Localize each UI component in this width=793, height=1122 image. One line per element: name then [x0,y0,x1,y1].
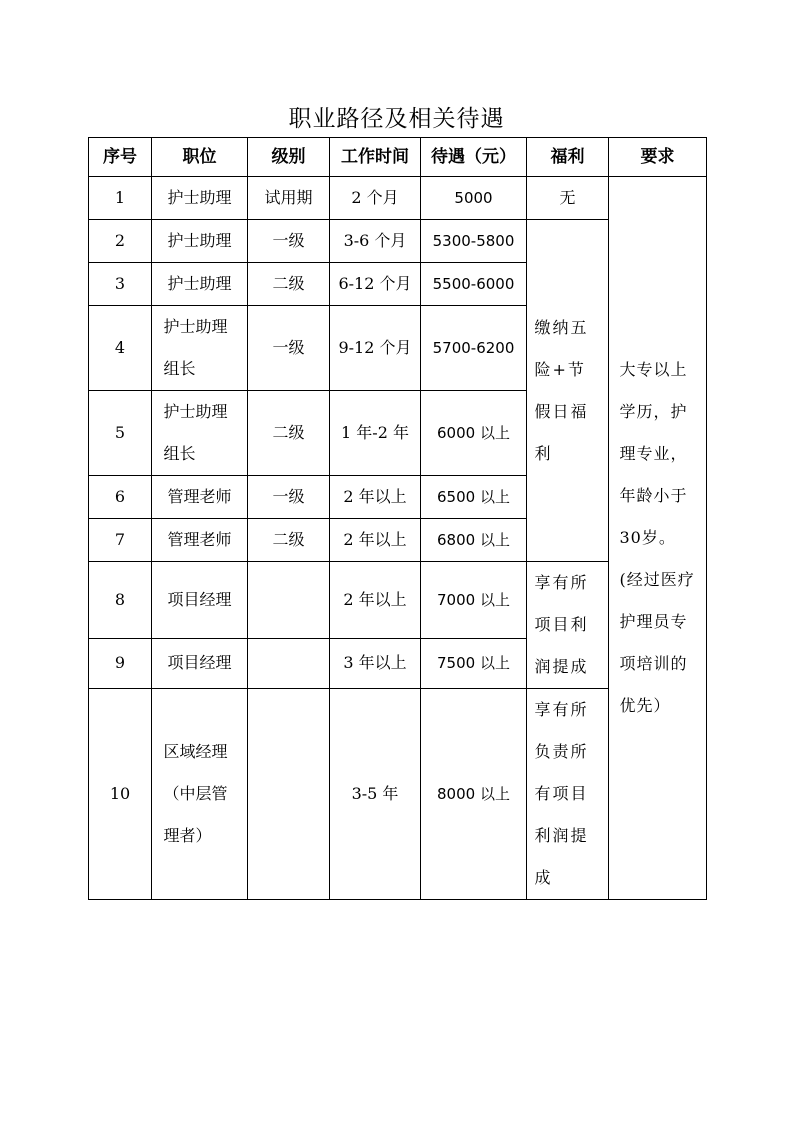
cell-salary: 5700-6200 [421,306,527,391]
header-requirements: 要求 [609,138,707,177]
cell-level: 二级 [248,391,330,476]
cell-salary: 5500-6000 [421,263,527,306]
cell-position [152,689,248,900]
cell-salary: 7000 以上 [421,562,527,639]
cell-salary: 6500 以上 [421,476,527,519]
cell-level [248,689,330,900]
cell-seq: 10 [89,689,152,900]
cell-salary: 6000 以上 [421,391,527,476]
cell-benefits [527,220,609,562]
cell-work-time: 3 年以上 [330,638,421,688]
table-row [89,177,707,220]
cell-level: 一级 [248,306,330,391]
cell-salary: 7500 以上 [421,638,527,688]
cell-seq: 1 [89,177,152,220]
cell-work-time: 3-5 年 [330,689,421,900]
cell-work-time: 9-12 个月 [330,306,421,391]
cell-seq: 7 [89,519,152,562]
cell-level: 二级 [248,519,330,562]
position-text: 区域经理（中层管理者） [163,742,228,845]
cell-level: 二级 [248,263,330,306]
cell-position: 护士助理 [152,220,248,263]
cell-seq: 2 [89,220,152,263]
cell-seq: 6 [89,476,152,519]
cell-work-time: 2 年以上 [330,476,421,519]
cell-work-time: 6-12 个月 [330,263,421,306]
cell-salary: 5000 [421,177,527,220]
cell-benefits [527,689,609,900]
cell-level [248,638,330,688]
cell-level: 一级 [248,476,330,519]
cell-benefits [527,562,609,689]
cell-position [152,306,248,391]
position-text: 护士助理组长 [163,402,228,463]
cell-seq: 5 [89,391,152,476]
cell-level: 一级 [248,220,330,263]
cell-work-time: 2 年以上 [330,519,421,562]
requirements-text: 大专以上学历，护理专业，年龄小于30岁。(经过医疗护理员专项培训的优先） [619,360,695,715]
header-benefits: 福利 [527,138,609,177]
cell-position: 护士助理 [152,263,248,306]
benefits-text: 享有所项目利润提成 [534,573,589,676]
cell-salary: 8000 以上 [421,689,527,900]
cell-seq: 4 [89,306,152,391]
cell-salary: 5300-5800 [421,220,527,263]
cell-salary: 6800 以上 [421,519,527,562]
cell-position: 项目经理 [152,562,248,639]
header-level: 级别 [248,138,330,177]
cell-seq: 3 [89,263,152,306]
cell-position: 护士助理 [152,177,248,220]
cell-level: 试用期 [248,177,330,220]
cell-seq: 8 [89,562,152,639]
cell-position: 项目经理 [152,638,248,688]
table-header-row [89,138,707,177]
header-salary: 待遇（元） [421,138,527,177]
header-seq: 序号 [89,138,152,177]
header-position: 职位 [152,138,248,177]
cell-work-time: 1 年-2 年 [330,391,421,476]
benefits-text: 享有所负责所有项目利润提成 [534,700,589,887]
cell-level [248,562,330,639]
career-table [88,137,707,900]
header-work-time: 工作时间 [330,138,421,177]
cell-position [152,391,248,476]
cell-work-time: 3-6 个月 [330,220,421,263]
page-title: 职业路径及相关待遇 [288,106,505,132]
position-text: 护士助理组长 [163,317,228,378]
cell-position: 管理老师 [152,476,248,519]
cell-position: 管理老师 [152,519,248,562]
benefits-text: 缴纳五险+节假日福利 [534,317,589,463]
cell-work-time: 2 年以上 [330,562,421,639]
cell-benefits: 无 [527,177,609,220]
cell-seq: 9 [89,638,152,688]
cell-work-time: 2 个月 [330,177,421,220]
cell-requirements [609,177,707,900]
